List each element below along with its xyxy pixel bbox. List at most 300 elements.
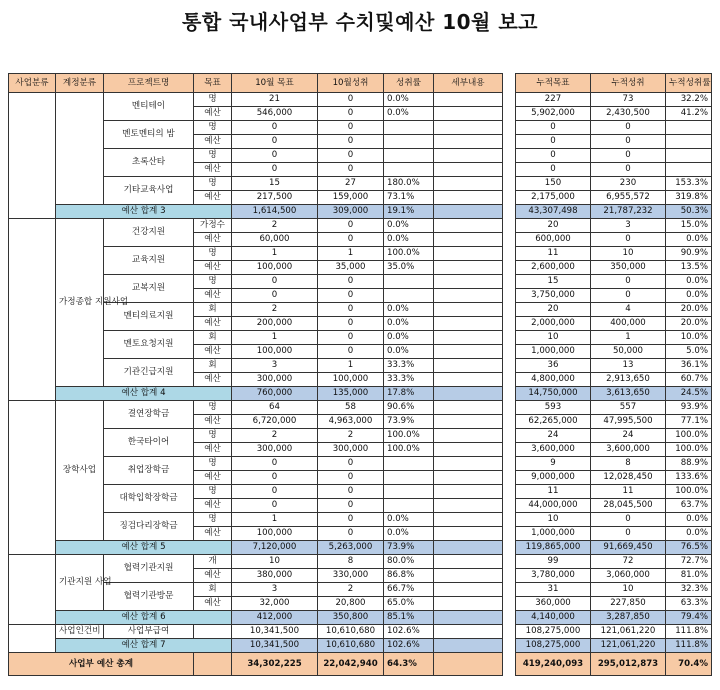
details-cell (434, 275, 503, 289)
cumulative-goal-cell: 5,902,000 (516, 107, 591, 121)
project-name-cell: 기타교육사업 (104, 177, 194, 205)
subtotal-row (9, 387, 503, 401)
monthly-goal-cell: 0 (232, 135, 318, 149)
cumulative-achievement-cell: 0 (591, 121, 666, 135)
table-row (516, 149, 712, 163)
monthly-achievement-cell: 0 (318, 499, 384, 513)
monthly-achievement-cell: 4,963,000 (318, 415, 384, 429)
monthly-goal-cell: 380,000 (232, 569, 318, 583)
column-header: 누적성취 (591, 74, 666, 93)
subtotal-row (516, 387, 712, 401)
unit-cell: 예산 (194, 317, 232, 331)
project-name-cell: 협력기관지원 (104, 555, 194, 583)
cumulative-rate-cell: 0.0% (666, 527, 712, 541)
cumulative-goal-cell: 36 (516, 359, 591, 373)
subtotal-goal: 7,120,000 (232, 541, 318, 555)
monthly-goal-cell: 0 (232, 149, 318, 163)
monthly-goal-cell: 64 (232, 401, 318, 415)
cumulative-rate-cell: 13.5% (666, 261, 712, 275)
cumulative-goal-cell: 10 (516, 513, 591, 527)
cumulative-goal-cell: 9,000,000 (516, 471, 591, 485)
grand-total-rate: 64.3% (384, 653, 434, 676)
details-cell (434, 219, 503, 233)
subtotal-goal: 760,000 (232, 387, 318, 401)
unit-cell: 명 (194, 247, 232, 261)
account-category-cell: 장학사업 (56, 401, 104, 541)
unit-cell: 명 (194, 177, 232, 191)
table-row (516, 317, 712, 331)
table-row (516, 191, 712, 205)
unit-cell: 명 (194, 429, 232, 443)
cumulative-rate-cell: 20.0% (666, 317, 712, 331)
grand-total-cumulative-rate: 70.4% (666, 653, 712, 676)
table-row (516, 275, 712, 289)
table-row (516, 485, 712, 499)
cumulative-rate-cell: 5.0% (666, 345, 712, 359)
project-name-cell: 결연장학금 (104, 401, 194, 429)
cumulative-rate-cell: 0.0% (666, 513, 712, 527)
column-header: 사업분류 (9, 74, 56, 93)
unit-cell: 예산 (194, 443, 232, 457)
achievement-rate-cell (384, 135, 434, 149)
achievement-rate-cell: 0.0% (384, 219, 434, 233)
details-cell (434, 527, 503, 541)
details-cell (434, 331, 503, 345)
cumulative-achievement-cell: 47,995,500 (591, 415, 666, 429)
table-row (516, 401, 712, 415)
cumulative-achievement-cell: 11 (591, 485, 666, 499)
page-title: 통합 국내사업부 수치및예산 10월 보고 (182, 10, 538, 34)
details-cell (434, 583, 503, 597)
monthly-achievement-cell: 0 (318, 345, 384, 359)
details-cell (434, 191, 503, 205)
cumulative-achievement-cell: 0 (591, 275, 666, 289)
cumulative-achievement-cell: 0 (591, 135, 666, 149)
cumulative-rate-cell: 319.8% (666, 191, 712, 205)
grand-total-label: 사업부 예산 총계 (9, 653, 194, 676)
cumulative-rate-cell: 77.1% (666, 415, 712, 429)
details-cell (434, 163, 503, 177)
table-row (516, 93, 712, 107)
unit-cell: 명 (194, 485, 232, 499)
cumulative-goal-cell: 360,000 (516, 597, 591, 611)
achievement-rate-cell: 102.6% (384, 625, 434, 639)
cumulative-goal-cell: 0 (516, 121, 591, 135)
monthly-achievement-cell: 0 (318, 149, 384, 163)
monthly-achievement-cell: 58 (318, 401, 384, 415)
subtotal-row (516, 541, 712, 555)
achievement-rate-cell: 0.0% (384, 513, 434, 527)
subtotal-cumulative-goal: 4,140,000 (516, 611, 591, 625)
table-row (516, 289, 712, 303)
project-name-cell: 협력기관방문 (104, 583, 194, 611)
subtotal-details (434, 541, 503, 555)
business-category-cell (9, 625, 56, 653)
unit-cell: 명 (194, 457, 232, 471)
cumulative-achievement-cell: 227,850 (591, 597, 666, 611)
cumulative-rate-cell (666, 149, 712, 163)
details-cell (434, 289, 503, 303)
cumulative-goal-cell: 150 (516, 177, 591, 191)
monthly-achievement-cell: 0 (318, 471, 384, 485)
table-row (516, 247, 712, 261)
column-header: 프로젝트명 (104, 74, 194, 93)
cumulative-achievement-cell: 24 (591, 429, 666, 443)
cumulative-achievement-cell: 10 (591, 583, 666, 597)
table-row (516, 527, 712, 541)
subtotal-rate: 17.8% (384, 387, 434, 401)
subtotal-cumulative-achievement: 121,061,220 (591, 639, 666, 653)
grand-total-cumulative-achievement: 295,012,873 (591, 653, 666, 676)
subtotal-cumulative-achievement: 3,287,850 (591, 611, 666, 625)
table-row (9, 625, 503, 639)
monthly-achievement-cell: 0 (318, 317, 384, 331)
cumulative-goal-cell: 15 (516, 275, 591, 289)
unit-cell: 예산 (194, 415, 232, 429)
cumulative-goal-cell: 20 (516, 219, 591, 233)
achievement-rate-cell: 65.0% (384, 597, 434, 611)
details-cell (434, 93, 503, 107)
monthly-achievement-cell: 0 (318, 457, 384, 471)
table-row (516, 177, 712, 191)
monthly-achievement-cell: 35,000 (318, 261, 384, 275)
business-category-cell (9, 93, 56, 219)
header-row (9, 74, 503, 93)
unit-cell: 예산 (194, 597, 232, 611)
table-row (516, 499, 712, 513)
cumulative-rate-cell (666, 121, 712, 135)
unit-cell: 가정수 (194, 219, 232, 233)
monthly-goal-cell: 100,000 (232, 345, 318, 359)
project-name-cell: 건강지원 (104, 219, 194, 247)
grand-total-goal: 34,302,225 (232, 653, 318, 676)
monthly-goal-cell: 0 (232, 275, 318, 289)
monthly-achievement-cell: 1 (318, 359, 384, 373)
achievement-rate-cell (384, 275, 434, 289)
monthly-goal-cell: 6,720,000 (232, 415, 318, 429)
cumulative-achievement-cell: 8 (591, 457, 666, 471)
achievement-rate-cell (384, 499, 434, 513)
details-cell (434, 499, 503, 513)
subtotal-cumulative-goal: 119,865,000 (516, 541, 591, 555)
cumulative-achievement-cell: 6,955,572 (591, 191, 666, 205)
monthly-goal-cell: 100,000 (232, 527, 318, 541)
unit-cell: 예산 (194, 261, 232, 275)
details-cell (434, 471, 503, 485)
achievement-rate-cell: 33.3% (384, 359, 434, 373)
monthly-achievement-cell: 0 (318, 485, 384, 499)
cumulative-goal-cell: 11 (516, 485, 591, 499)
subtotal-label: 예산 합계 7 (56, 639, 232, 653)
monthly-achievement-cell: 0 (318, 121, 384, 135)
project-name-cell: 교복지원 (104, 275, 194, 303)
monthly-goal-cell: 0 (232, 471, 318, 485)
table-row (516, 457, 712, 471)
cumulative-rate-cell (666, 135, 712, 149)
achievement-rate-cell: 35.0% (384, 261, 434, 275)
table-row (516, 513, 712, 527)
table-row (516, 345, 712, 359)
cumulative-rate-cell: 32.3% (666, 583, 712, 597)
table-row (516, 331, 712, 345)
table-row (516, 415, 712, 429)
cumulative-achievement-cell: 10 (591, 247, 666, 261)
subtotal-label: 예산 합계 6 (56, 611, 232, 625)
monthly-goal-cell: 10,341,500 (232, 625, 318, 639)
achievement-rate-cell: 0.0% (384, 303, 434, 317)
project-name-cell: 교육지원 (104, 247, 194, 275)
monthly-goal-cell: 32,000 (232, 597, 318, 611)
cumulative-achievement-cell: 230 (591, 177, 666, 191)
cumulative-goal-cell: 44,000,000 (516, 499, 591, 513)
details-cell (434, 107, 503, 121)
grand-total-details (434, 653, 503, 676)
monthly-achievement-cell: 0 (318, 289, 384, 303)
details-cell (434, 135, 503, 149)
subtotal-details (434, 639, 503, 653)
subtotal-row (516, 205, 712, 219)
unit-cell: 명 (194, 275, 232, 289)
subtotal-achievement: 350,800 (318, 611, 384, 625)
business-category-cell (9, 219, 56, 401)
subtotal-achievement: 135,000 (318, 387, 384, 401)
subtotal-details (434, 611, 503, 625)
cumulative-rate-cell: 20.0% (666, 303, 712, 317)
table-row (516, 303, 712, 317)
monthly-achievement-cell: 2 (318, 583, 384, 597)
column-header: 누적성취률 (666, 74, 712, 93)
monthly-achievement-cell: 330,000 (318, 569, 384, 583)
achievement-rate-cell: 100.0% (384, 429, 434, 443)
grand-total-achievement: 22,042,940 (318, 653, 384, 676)
account-category-cell: 기관지원 사업 (56, 555, 104, 611)
project-name-cell: 징검다리장학금 (104, 513, 194, 541)
subtotal-row (516, 639, 712, 653)
achievement-rate-cell (384, 149, 434, 163)
cumulative-rate-cell: 100.0% (666, 485, 712, 499)
column-header: 목표 (194, 74, 232, 93)
details-cell (434, 359, 503, 373)
details-cell (434, 457, 503, 471)
cumulative-goal-cell: 108,275,000 (516, 625, 591, 639)
cumulative-rate-cell: 111.8% (666, 625, 712, 639)
subtotal-label: 예산 합계 3 (56, 205, 232, 219)
subtotal-cumulative-rate: 24.5% (666, 387, 712, 401)
cumulative-achievement-cell: 3,060,000 (591, 569, 666, 583)
unit-cell: 명 (194, 149, 232, 163)
achievement-rate-cell: 73.1% (384, 191, 434, 205)
monthly-achievement-cell: 159,000 (318, 191, 384, 205)
monthly-achievement-cell: 0 (318, 303, 384, 317)
monthly-goal-cell: 0 (232, 163, 318, 177)
table-row (516, 443, 712, 457)
achievement-rate-cell: 66.7% (384, 583, 434, 597)
cumulative-achievement-cell: 50,000 (591, 345, 666, 359)
grand-total-row (516, 653, 712, 676)
grand-total-unit (194, 653, 232, 676)
unit-cell: 회 (194, 303, 232, 317)
table-row (516, 261, 712, 275)
monthly-goal-cell: 1 (232, 513, 318, 527)
monthly-achievement-cell: 20,800 (318, 597, 384, 611)
details-cell (434, 555, 503, 569)
unit-cell: 예산 (194, 373, 232, 387)
subtotal-rate: 19.1% (384, 205, 434, 219)
subtotal-label: 예산 합계 5 (56, 541, 232, 555)
project-name-cell: 초록산타 (104, 149, 194, 177)
cumulative-achievement-cell: 0 (591, 233, 666, 247)
monthly-goal-cell: 60,000 (232, 233, 318, 247)
cumulative-goal-cell: 1,000,000 (516, 527, 591, 541)
subtotal-details (434, 387, 503, 401)
column-header: 누적목표 (516, 74, 591, 93)
monthly-goal-cell: 0 (232, 121, 318, 135)
cumulative-goal-cell: 0 (516, 163, 591, 177)
monthly-goal-cell: 300,000 (232, 373, 318, 387)
subtotal-cumulative-rate: 111.8% (666, 639, 712, 653)
unit-cell: 예산 (194, 499, 232, 513)
subtotal-cumulative-rate: 76.5% (666, 541, 712, 555)
achievement-rate-cell (384, 457, 434, 471)
unit-cell: 예산 (194, 107, 232, 121)
monthly-goal-cell: 100,000 (232, 261, 318, 275)
cumulative-rate-cell: 0.0% (666, 289, 712, 303)
cumulative-goal-cell: 3,750,000 (516, 289, 591, 303)
subtotal-row (9, 205, 503, 219)
cumulative-achievement-cell: 557 (591, 401, 666, 415)
project-name-cell: 대학입학장학금 (104, 485, 194, 513)
cumulative-goal-cell: 3,600,000 (516, 443, 591, 457)
cumulative-achievement-cell: 1 (591, 331, 666, 345)
table-row (516, 555, 712, 569)
cumulative-goal-cell: 20 (516, 303, 591, 317)
monthly-achievement-cell: 0 (318, 93, 384, 107)
table-row (516, 597, 712, 611)
subtotal-row (516, 611, 712, 625)
cumulative-achievement-cell: 28,045,500 (591, 499, 666, 513)
subtotal-goal: 1,614,500 (232, 205, 318, 219)
table-row (516, 107, 712, 121)
monthly-achievement-cell: 27 (318, 177, 384, 191)
unit-cell: 명 (194, 401, 232, 415)
cumulative-rate-cell: 72.7% (666, 555, 712, 569)
project-name-cell: 멘토요청지원 (104, 331, 194, 359)
subtotal-goal: 10,341,500 (232, 639, 318, 653)
table-row (9, 401, 503, 415)
monthly-goal-cell: 15 (232, 177, 318, 191)
cumulative-goal-cell: 4,800,000 (516, 373, 591, 387)
account-category-cell (56, 93, 104, 205)
details-cell (434, 443, 503, 457)
grand-total-cumulative-goal: 419,240,093 (516, 653, 591, 676)
cumulative-achievement-cell: 13 (591, 359, 666, 373)
details-cell (434, 317, 503, 331)
cumulative-achievement-cell: 0 (591, 163, 666, 177)
table-row (516, 583, 712, 597)
unit-cell: 예산 (194, 163, 232, 177)
subtotal-rate: 102.6% (384, 639, 434, 653)
monthly-goal-cell: 2 (232, 303, 318, 317)
monthly-achievement-cell: 0 (318, 163, 384, 177)
details-cell (434, 625, 503, 639)
subtotal-cumulative-achievement: 21,787,232 (591, 205, 666, 219)
monthly-goal-cell: 0 (232, 289, 318, 303)
achievement-rate-cell (384, 121, 434, 135)
cumulative-rate-cell (666, 163, 712, 177)
table-row (516, 373, 712, 387)
table-row (516, 233, 712, 247)
monthly-goal-cell: 3 (232, 583, 318, 597)
subtotal-cumulative-achievement: 3,613,650 (591, 387, 666, 401)
details-cell (434, 569, 503, 583)
unit-cell: 예산 (194, 471, 232, 485)
grand-total-row (9, 653, 503, 676)
cumulative-goal-cell: 593 (516, 401, 591, 415)
subtotal-cumulative-goal: 14,750,000 (516, 387, 591, 401)
subtotal-goal: 412,000 (232, 611, 318, 625)
project-name-cell: 기관긴급지원 (104, 359, 194, 387)
subtotal-cumulative-rate: 50.3% (666, 205, 712, 219)
subtotal-achievement: 10,610,680 (318, 639, 384, 653)
table-row (9, 93, 503, 107)
monthly-goal-cell: 217,500 (232, 191, 318, 205)
cumulative-goal-cell: 600,000 (516, 233, 591, 247)
cumulative-goal-cell: 31 (516, 583, 591, 597)
report-table-monthly (8, 73, 503, 676)
table-row (516, 359, 712, 373)
unit-cell: 예산 (194, 345, 232, 359)
cumulative-rate-cell: 153.3% (666, 177, 712, 191)
achievement-rate-cell: 0.0% (384, 233, 434, 247)
monthly-achievement-cell: 300,000 (318, 443, 384, 457)
details-cell (434, 401, 503, 415)
details-cell (434, 261, 503, 275)
unit-cell: 예산 (194, 233, 232, 247)
cumulative-achievement-cell: 0 (591, 149, 666, 163)
monthly-goal-cell: 1 (232, 247, 318, 261)
cumulative-goal-cell: 2,600,000 (516, 261, 591, 275)
subtotal-label: 예산 합계 4 (56, 387, 232, 401)
table-row (516, 429, 712, 443)
monthly-goal-cell: 2 (232, 219, 318, 233)
subtotal-cumulative-rate: 79.4% (666, 611, 712, 625)
monthly-achievement-cell: 0 (318, 275, 384, 289)
cumulative-rate-cell: 81.0% (666, 569, 712, 583)
achievement-rate-cell: 0.0% (384, 527, 434, 541)
unit-cell: 예산 (194, 569, 232, 583)
unit-cell: 회 (194, 583, 232, 597)
cumulative-achievement-cell: 3,600,000 (591, 443, 666, 457)
cumulative-achievement-cell: 0 (591, 289, 666, 303)
cumulative-rate-cell: 100.0% (666, 429, 712, 443)
unit-cell: 명 (194, 121, 232, 135)
details-cell (434, 429, 503, 443)
cumulative-achievement-cell: 121,061,220 (591, 625, 666, 639)
cumulative-achievement-cell: 72 (591, 555, 666, 569)
subtotal-rate: 85.1% (384, 611, 434, 625)
table-row (516, 219, 712, 233)
monthly-goal-cell: 0 (232, 499, 318, 513)
column-header: 성취률 (384, 74, 434, 93)
cumulative-rate-cell: 0.0% (666, 275, 712, 289)
cumulative-rate-cell: 133.6% (666, 471, 712, 485)
monthly-achievement-cell: 0 (318, 135, 384, 149)
project-name-cell: 멘티의료지원 (104, 303, 194, 331)
monthly-achievement-cell: 0 (318, 331, 384, 345)
table-row (9, 555, 503, 569)
table-row (516, 471, 712, 485)
cumulative-goal-cell: 10 (516, 331, 591, 345)
